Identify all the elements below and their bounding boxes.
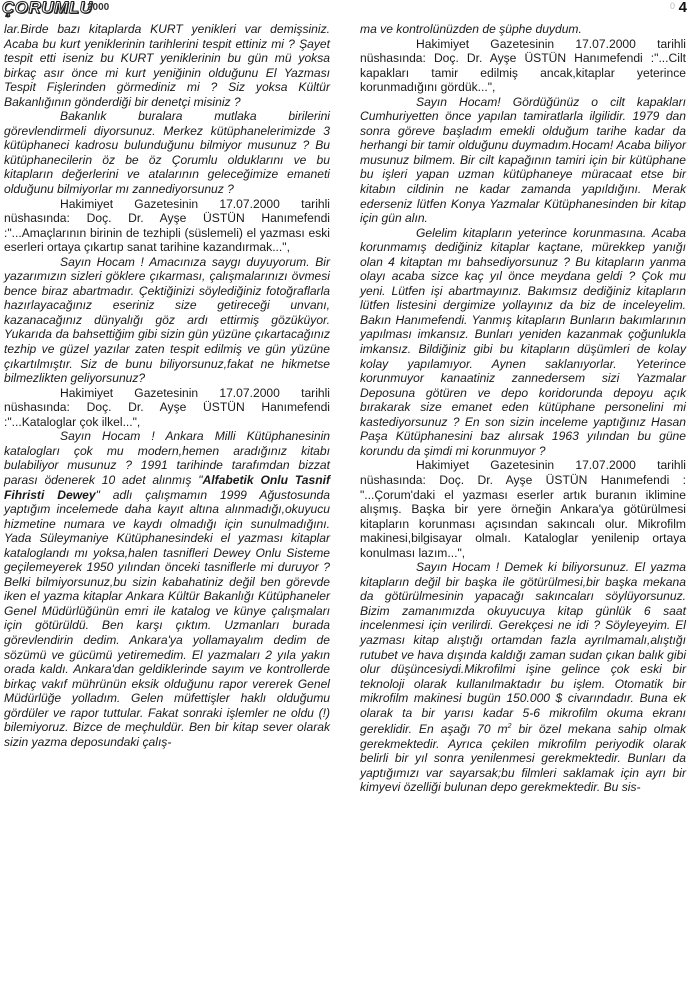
paragraph: ma ve kontrolünüzden de şüphe duydum. <box>360 22 582 36</box>
page-number: 4 <box>678 0 687 16</box>
paragraph <box>4 429 330 749</box>
paragraph: Sayın Hocam ! Amacınıza saygı duyuyorum. Bir yazarımızın sizleri göklere çıkarması, çalışmalarınızı övmesi bence biraz abartmadır. Çektiğinizi söylediğiniz fotoğraflarla hazırlayacağınız eseriniz size getireceği unvanı, kazanacağınız dünyalığı göz ardı ettirmiş gözüküyor. Yukarıda da bahsettiğim gibi sizin gün yüzüne çıkartacağınız tezhip ve güzel yazılar zaten tespit edilmiş ve gün yüzüne çıkartılmıştır. Siz de bunu biliyorsunuz,fakat ne hikmetse bilmezlikten geliyorsunuz? <box>4 254 330 386</box>
paragraph: lar.Birde bazı kitaplarda KURT yenikleri var demişsiniz. Acaba bu kurt yeniklerinin tarihlerini tespit ettiniz mi ? Şayet tespit etti iseniz bu KURT yeniklerinin bu gün mü yoksa birkaç asır önce mi kurt yeniğinin olduğunu El Yazması Tespit Fişlerinden görmediniz mi ? Siz yoksa Kültür Bakanlığının gönderdiği bir denetçi misiniz ? <box>4 22 330 109</box>
newspaper-quote: Hakimiyet Gazetesinin 17.07.2000 tarihli nüshasında: Doç. Dr. Ayşe ÜSTÜN Hanımefendi :"...Cilt kapakları tamir edilmiş ancak,kitaplar yeterince korunmadığını gördük...", <box>360 36 686 95</box>
paragraph: Sayın Hocam! Gördüğünüz o cilt kapakları Cumhuriyetten önce yapılan tamiratlarla ilgilidir. 1979 dan sonra göreve başladım emekli olduğum tarihe kadar da herhangi bir tamir olduğunu duymadım.Hocam! Acaba biliyor musunuz bilmem. Bir cilt kapağının tamiri için bir kütüphane bu işleri yapan uzman kütüphaneye müracaat etse bir kitabın cildinin ne kadar zamanda yapıldığını. Merak ederseniz lütfen Konya Yazmalar Kütüphanesinden bir kitap için gün alın. <box>360 94 686 226</box>
superscript: 2 <box>507 723 512 731</box>
newspaper-quote: Hakimiyet Gazetesinin 17.07.2000 tarihli nüshasında: Doç. Dr. Ayşe ÜSTÜN Hanımefendi : "...Çorum'daki el yazması eserler artık buranın iklimine alışmış. Başka bir yere örneğin Ankara'ya götürülmesi kitapların korunması açısından sakıncalı olur. Mikrofilm makinesi,bilgisayar olmalı. Kataloglar yenilenip ortaya konulması lazım...", <box>360 458 686 560</box>
newspaper-quote: Hakimiyet Gazetesinin 17.07.2000 tarihli nüshasında: Doç. Dr. Ayşe ÜSTÜN Hanımefendi :"...Amaçlarının birinin de tezhipli (süslemeli) el yazması eski eserleri ortaya çıkartıp sanat tarihine kazandırmak...", <box>4 196 330 255</box>
text-segment: bir özel mekana sahip olmak gerekmektedir. Ayrıca çekilen mikrofilm periyodik olarak belirli bir yıl sonra yenilenmesi gerekmektedir. Bunları da yaptığımızı var sayarsak;bu filmleri saklamak için ayrı bir kimyevi özelliği bulunan depo gerekmektedir. Bu sis- <box>360 722 686 795</box>
paragraph: Gelelim kitapların yeterince korunmasına. Acaba korunmamış dediğiniz kitaplar kaçtane, mürekkep yanığı olan 4 kitaptan mı bahsediyorsunuz ? Bu kitapların yanma olayı acaba sizce kaç yıl önce meydana geldi ? Çok mu yeni. Lütfen işi abartmayınız. Bakımsız dediğiniz kitapların lütfen listesini dergimize yollayınız da biz de inceleyelim. Bakın Hanımefendi. Yanmış kitapların Bunların bakımlarının yapılması imkansız. Bunları yeniden kazanmak çoğunlukla imkansız. Bildiğiniz gibi bu kitapların düşümleri de kolay kolay yapılamıyor. Aynen saklanıyorlar. Yeterince korunmuyor kanaatiniz zannedersem sizi Yazmalar Deposuna götüren ve depo koridorunda depoyu açık bırakarak size emanet eden kütüphane personelini mi kastediyorsunuz ? En son sizin inceleme yaptığınız Hasan Paşa Kütüphanesini baz alırsak 1963 yılından bu güne korundu da şimdi mi korunmuyor ? <box>360 225 686 458</box>
paragraph <box>360 560 686 795</box>
text-segment: " adlı çalışmamın 1999 Ağustosunda yaptığım incelemede daha kayıt altına alınmadığı,okuyucu hizmetine numara ve kaydı olmadığı için sunulmadığını. Yada Süleymaniye Kütüphanesindeki el yazması kitaplar kataloglandı mı yoksa,halen tasnifleri Dewey Onlu Sisteme geçilemeyerek 1950 yılından önceki tasniflerle mi duruyor ? Belki bilmiyorsunuz,bu sizin kabahatiniz değil ben görevde iken el yazma kitaplar Ankara Kültür Bakanlığı Kütüphaneler Genel Müdürlüğünün emri ile katalog ve künye çalışmaları için götürüldü. Ben karşı çıktım. Uzmanları burada görevlendirin dedim. Ankara'ya yollamayalım dedim de sözümü ve gücümü yetiremedim. El yazmaları 2 yıla yakın orada kaldı. Ankara'dan geldiklerinde sayım ve kontrollerde birkaç vakıf mührünün eksik olduğunu rapor vererek Genel Müdürlüğe yolladım. Gelen müfettişler haklı olduğumu gördüler ve rapor tuttular. Fakat sonraki işlemler ne oldu (!) bilemiyoruz. Bizce de meçhuldür. Ben bir kitap sever olarak sizin yazma deposundaki çalış- <box>4 487 330 749</box>
paragraph: Bakanlık buralara mutlaka birilerini görevlendirmeli diyorsunuz. Merkez kütüphanelerimizde 3 kütüphaneci kadrosu bulunduğunu bilmiyor musunuz ? Bu kütüphanecilerin öz be öz Çorumlu olduklarını ve bu kitapların değerlerini ve atalarının geleceğimize emaneti olduğunu bilmiyorlar mı zannediyorsunuz ? <box>4 109 330 197</box>
masthead-logo: ÇORUMLU <box>2 0 93 17</box>
page-number-prefix: 0 <box>669 1 675 11</box>
book-title: Alfabetik Onlu Tasnif Fihristi Dewey <box>4 472 330 502</box>
text-segment: Sayın Hocam ! Ankara Milli Kütüphanesinin katalogları çok mu modern,hemen aradığınız kitabı bulabiliyor musunuz ? 1991 tarihinde tarafımdan bizzat parası ödenerek 10 adet alınmış " <box>4 429 330 487</box>
newspaper-quote: Hakimiyet Gazetesinin 17.07.2000 tarihli nüshasında: Doç. Dr. Ayşe ÜSTÜN Hanımefendi :"...Kataloglar çok ilkel...", <box>4 385 330 429</box>
issue-year: 2000 <box>87 2 110 13</box>
text-segment: Sayın Hocam ! Demek ki biliyorsunuz. El yazma kitapların değil bir başka ile götürülmesi,bir başka mekana da götürülmesinin yapacağı sakıncaları söylüyorsunuz. Bizim zamanımızda okuyucuya kitap günlük 6 saat incelenmesi için verilirdi. Gerekçesi ne idi ? Söyleyeyim. El yazması kitap alıştığı ortamdan fazla ayrılmamalı,alıştığı rutubet ve hava dışında kaldığı zaman sudan çıkan balık gibi olur düşüncesiydi.Mikrofilmi işine gelince çok eski bir teknoloji olarak kullanılmaktadır bu işlem. Otomatik bir mikrofilm makinesi bugün 150.000 $ civarındadır. Buna ek olarak ta bir yarısı kadar 5-6 mikrofilm okuma ekranı gereklidir. En aşağı 70 m <box>360 560 686 737</box>
left-column <box>4 22 330 749</box>
right-column <box>360 22 686 795</box>
page-header <box>0 0 691 20</box>
